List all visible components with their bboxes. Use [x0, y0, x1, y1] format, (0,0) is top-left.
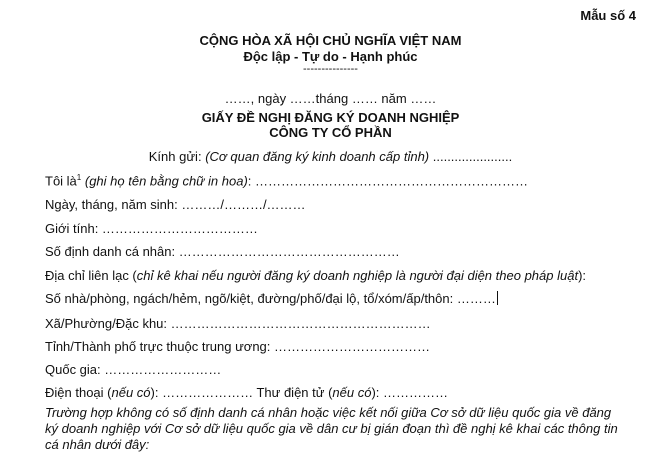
date-line: ……, ngày ……tháng …… năm …… [224, 91, 437, 106]
form-number: Mẫu số 4 [580, 8, 636, 23]
country-name: CỘNG HÒA XÃ HỘI CHỦ NGHĨA VIỆT NAM [199, 33, 462, 48]
full-name-dots[interactable]: : ……………………………………………………… [247, 173, 529, 189]
recipient-line [0, 149, 661, 164]
province-field[interactable]: Tỉnh/Thành phố trực thuộc trung ương: ……………………………… [45, 339, 430, 354]
phone-hint: nếu có [111, 385, 151, 400]
email-label: Thư điện tử ( [256, 385, 333, 400]
footnote-marker: 1 [76, 173, 82, 182]
recipient-hint: (Cơ quan đăng ký kinh doanh cấp tỉnh) [205, 149, 430, 164]
phone-label: Điện thoại ( [45, 385, 112, 400]
personal-id-field[interactable]: Số định danh cá nhân: …………………………………………… [45, 244, 400, 259]
ward-field[interactable]: Xã/Phường/Đặc khu: …………………………………………………… [45, 316, 431, 331]
document-subtitle: CÔNG TY CỔ PHẦN [269, 125, 392, 140]
instruction-note: Trường hợp không có số định danh cá nhân hoặc việc kết nối giữa Cơ sở dữ liệu quốc gia về đăng ký doanh nghiệp với Cơ sở dữ liệu quốc gia về dân cư bị gián đoạn thì đề nghị kê khai các thông tin cá nhân dưới đây: [45, 405, 618, 452]
street-address-field[interactable] [45, 291, 498, 306]
full-name-label: Tôi là [45, 173, 77, 189]
address-end: ): [578, 268, 587, 283]
gender-field[interactable]: Giới tính: ……………………………… [45, 221, 258, 236]
date-of-birth-field[interactable]: Ngày, tháng, năm sinh: ………/………/……… [45, 197, 306, 212]
email-dots[interactable]: ): …………… [371, 385, 449, 400]
country-field[interactable]: Quốc gia: ……………………… [45, 362, 222, 377]
phone-email-field[interactable] [45, 385, 448, 400]
email-hint: nếu có [332, 385, 372, 400]
phone-dots[interactable]: ): ………………… [150, 385, 257, 400]
recipient-label: Kính gửi: [148, 149, 202, 164]
address-hint: chỉ kê khai nếu người đăng ký doanh nghiệp là người đại diện theo pháp luật [136, 268, 579, 283]
contact-address-heading [45, 268, 586, 283]
street-address-text[interactable]: Số nhà/phòng, ngách/hẻm, ngõ/kiệt, đường/phố/đại lộ, tổ/xóm/ấp/thôn: ……… [45, 291, 496, 306]
recipient-dots[interactable]: ...................... [429, 149, 513, 164]
text-cursor [497, 291, 498, 305]
document-title: GIẤY ĐỀ NGHỊ ĐĂNG KÝ DOANH NGHIỆP [201, 110, 460, 125]
national-motto: Độc lập - Tự do - Hạnh phúc [243, 49, 418, 64]
header-divider: --------------- [303, 63, 358, 75]
full-name-field[interactable] [45, 173, 528, 188]
address-label: Địa chỉ liên lạc ( [45, 268, 137, 283]
full-name-hint: (ghi họ tên bằng chữ in hoa) [81, 173, 248, 189]
